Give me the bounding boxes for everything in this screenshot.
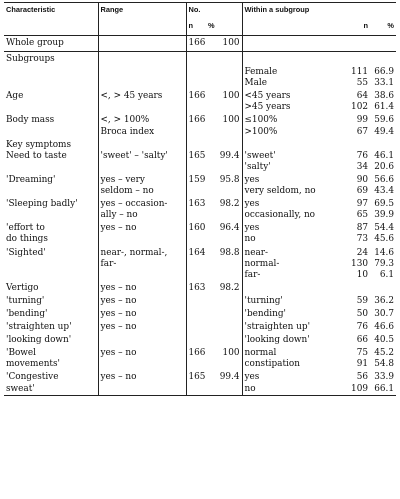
- percent-cell: 100: [222, 115, 240, 126]
- subgroup-label-cell: yes: [242, 221, 346, 234]
- subgroup-n-cell: 66: [356, 335, 368, 346]
- percent-cell: [206, 127, 242, 138]
- percent-cell: [206, 162, 242, 173]
- characteristic-cell: [4, 102, 98, 113]
- range-cell: [98, 359, 186, 370]
- header-sub-pct-label: %: [387, 21, 394, 30]
- subgroup-pct-cell: 66.9: [374, 67, 394, 78]
- range-cell: yes – no: [98, 307, 186, 320]
- header-no-top: No.: [188, 5, 201, 14]
- percent-cell: [206, 320, 242, 333]
- percent-cell: [206, 259, 242, 270]
- percent-cell: 100: [222, 91, 240, 102]
- characteristic-cell: 'straighten up': [6, 322, 72, 333]
- range-cell: [98, 384, 186, 396]
- subgroup-pct-cell: 46.1: [374, 150, 394, 161]
- subgroup-pct-cell: 56.6: [374, 174, 394, 185]
- range-cell: [98, 270, 186, 281]
- range-cell: yes – no: [98, 221, 186, 234]
- subgroup-label-cell: normal-: [242, 259, 346, 270]
- table-header: [4, 3, 396, 36]
- header-sub-pct: [370, 3, 396, 36]
- subgroup-label-cell: yes: [242, 370, 346, 383]
- percent-cell: 100: [222, 348, 240, 359]
- count-cell: [186, 186, 206, 197]
- subgroup-label-cell: [242, 138, 346, 151]
- characteristic-cell: 'Sighted': [6, 247, 46, 258]
- subgroup-label-cell: Male: [242, 78, 346, 89]
- count-cell: [186, 78, 206, 89]
- percent-cell: [206, 333, 242, 346]
- count-cell: [186, 65, 206, 78]
- subgroup-n-cell: 34: [356, 161, 368, 172]
- subgroup-n-cell: 64: [356, 91, 368, 102]
- subgroup-pct-cell: 59.6: [374, 115, 394, 126]
- whole-group-label: Whole group: [6, 38, 64, 48]
- subgroup-n-cell: 76: [356, 150, 368, 161]
- table-row: [4, 270, 396, 281]
- percent-cell: [206, 307, 242, 320]
- characteristic-cell: [4, 186, 98, 197]
- subgroup-pct-cell: 33.1: [374, 78, 394, 89]
- percent-cell: [206, 234, 242, 245]
- subgroup-label-cell: >100%: [242, 127, 346, 138]
- subgroup-label-cell: no: [242, 384, 346, 396]
- table-row: [4, 346, 396, 359]
- subgroup-n-cell: [346, 281, 370, 294]
- characteristic-cell: 'Dreaming': [6, 174, 56, 185]
- subgroup-n-cell: 97: [356, 199, 368, 210]
- range-cell: [98, 102, 186, 113]
- subgroups-row: [4, 52, 396, 66]
- count-cell: [186, 333, 206, 346]
- range-cell: yes – no: [98, 370, 186, 383]
- whole-group-row: [4, 36, 396, 52]
- subgroup-label-cell: occasionally, no: [242, 210, 346, 221]
- characteristic-cell: Vertigo: [6, 282, 39, 293]
- subgroup-n-cell: 87: [356, 223, 368, 234]
- subgroup-n-cell: 73: [356, 234, 368, 245]
- subgroup-pct-cell: 79.3: [374, 258, 394, 269]
- table-row: [4, 259, 396, 270]
- table-row: [4, 221, 396, 234]
- subgroup-label-cell: 'looking down': [242, 333, 346, 346]
- subgroup-n-cell: 59: [356, 295, 368, 306]
- percent-cell: 98.8: [219, 247, 240, 258]
- subgroup-label-cell: normal: [242, 346, 346, 359]
- count-cell: [186, 294, 206, 307]
- percent-cell: [206, 102, 242, 113]
- subgroup-n-cell: 75: [356, 348, 368, 359]
- subgroup-pct-cell: 54.8: [374, 359, 394, 370]
- subgroup-n-cell: [346, 138, 370, 151]
- subgroup-pct-cell: 33.9: [374, 372, 394, 383]
- range-cell: [98, 333, 186, 346]
- subgroup-label-cell: yes: [242, 197, 346, 210]
- table-row: [4, 294, 396, 307]
- percent-cell: [206, 186, 242, 197]
- document-page: [4, 2, 396, 496]
- table-row: [4, 333, 396, 346]
- count-cell: [186, 384, 206, 396]
- percent-cell: [206, 210, 242, 221]
- characteristic-cell: [4, 65, 98, 78]
- subgroup-pct-cell: 14.6: [374, 247, 394, 258]
- header-pct-label: %: [208, 21, 215, 30]
- percent-cell: 99.4: [219, 150, 240, 161]
- count-cell: [186, 270, 206, 281]
- subgroup-label-cell: 'bending': [242, 307, 346, 320]
- table-row: [4, 370, 396, 383]
- subgroup-pct-cell: 20.6: [374, 161, 394, 172]
- subgroup-label-cell: [242, 281, 346, 294]
- characteristic-cell: Need to taste: [6, 150, 67, 161]
- table-row: [4, 162, 396, 173]
- subgroup-n-cell: 102: [351, 102, 368, 113]
- subgroup-label-cell: 'straighten up': [242, 320, 346, 333]
- subgroup-n-cell: 111: [351, 67, 368, 78]
- table-row: [4, 246, 396, 259]
- subgroup-n-cell: 99: [356, 115, 368, 126]
- table-row: [4, 307, 396, 320]
- range-cell: yes – occasion-: [98, 197, 186, 210]
- range-cell: [98, 234, 186, 245]
- count-cell: [186, 234, 206, 245]
- range-cell: yes – no: [98, 320, 186, 333]
- table-row: [4, 138, 396, 151]
- count-cell: [186, 102, 206, 113]
- table-row: [4, 234, 396, 245]
- table-row: [4, 65, 396, 78]
- subgroup-n-cell: 65: [356, 210, 368, 221]
- subgroup-pct-cell: [370, 281, 396, 294]
- characteristic-cell: 'effort to: [6, 223, 45, 234]
- table-row: [4, 320, 396, 333]
- count-cell: [186, 210, 206, 221]
- count-cell: 165: [186, 151, 206, 162]
- subgroup-n-cell: 56: [356, 372, 368, 383]
- characteristic-cell: 'Sleeping badly': [6, 199, 78, 210]
- table-row: [4, 102, 396, 113]
- characteristic-cell: 'bending': [6, 308, 48, 319]
- characteristic-cell: Body mass: [6, 115, 55, 126]
- characteristic-cell: [4, 210, 98, 221]
- subgroup-pct-cell: 43.4: [374, 186, 394, 197]
- subgroup-n-cell: 67: [356, 126, 368, 137]
- table-row: [4, 197, 396, 210]
- count-cell: [186, 359, 206, 370]
- characteristic-cell: movements': [6, 359, 60, 370]
- percent-cell: [206, 359, 242, 370]
- range-cell: near-, normal-,: [98, 246, 186, 259]
- range-cell: yes – no: [98, 294, 186, 307]
- count-cell: [186, 307, 206, 320]
- percent-cell: 99.4: [219, 372, 240, 383]
- percent-cell: 98.2: [219, 199, 240, 210]
- subgroup-n-cell: 50: [356, 308, 368, 319]
- percent-cell: [206, 294, 242, 307]
- count-cell: 164: [186, 246, 206, 259]
- subgroup-label-cell: constipation: [242, 359, 346, 370]
- characteristic-cell: sweat': [6, 383, 35, 394]
- count-cell: 166: [186, 113, 206, 126]
- subgroup-label-cell: very seldom, no: [242, 186, 346, 197]
- subgroup-label-cell: ≤100%: [242, 113, 346, 126]
- count-cell: 159: [186, 173, 206, 186]
- percent-cell: [206, 270, 242, 281]
- subgroup-n-cell: 24: [356, 247, 368, 258]
- subgroup-label-cell: >45 years: [242, 102, 346, 113]
- subgroup-label-cell: 'sweet': [242, 151, 346, 162]
- table-row: [4, 151, 396, 162]
- subgroup-pct-cell: 38.6: [374, 91, 394, 102]
- subgroup-n-cell: 109: [351, 383, 368, 394]
- table-row: [4, 127, 396, 138]
- header-no-n: n: [188, 21, 194, 30]
- subgroup-pct-cell: 40.5: [374, 335, 394, 346]
- range-cell: ally – no: [98, 210, 186, 221]
- count-cell: 166: [186, 89, 206, 102]
- subgroup-pct-cell: 61.4: [374, 102, 394, 113]
- table-row: [4, 113, 396, 126]
- count-cell: [186, 259, 206, 270]
- subgroup-label-cell: <45 years: [242, 89, 346, 102]
- table-row: [4, 210, 396, 221]
- range-cell: <, > 45 years: [98, 89, 186, 102]
- characteristic-cell: 'Bowel: [6, 348, 36, 359]
- range-cell: Broca index: [98, 127, 186, 138]
- subgroup-n-cell: 130: [351, 258, 368, 269]
- characteristic-cell: 'Congestive: [6, 372, 59, 383]
- subgroup-pct-cell: 36.2: [374, 295, 394, 306]
- range-cell: seldom – no: [98, 186, 186, 197]
- subgroup-n-cell: 91: [356, 359, 368, 370]
- subgroup-n-cell: 10: [356, 269, 368, 280]
- subgroup-pct-cell: 66.1: [374, 383, 394, 394]
- table-row: [4, 186, 396, 197]
- characteristic-cell: [4, 127, 98, 138]
- table-row: [4, 384, 396, 396]
- count-cell: 163: [186, 281, 206, 294]
- characteristic-cell: [4, 162, 98, 173]
- subgroup-label-cell: yes: [242, 173, 346, 186]
- subgroup-label-cell: near-: [242, 246, 346, 259]
- characteristic-cell: [4, 270, 98, 281]
- table-row: [4, 173, 396, 186]
- subgroup-pct-cell: 30.7: [374, 308, 394, 319]
- subgroup-n-cell: 69: [356, 186, 368, 197]
- characteristic-cell: do things: [6, 234, 48, 245]
- characteristic-cell: Age: [6, 91, 24, 102]
- subgroup-pct-cell: 45.6: [374, 234, 394, 245]
- subgroup-n-cell: 90: [356, 174, 368, 185]
- header-sub-n: [346, 3, 370, 36]
- percent-cell: 98.2: [219, 282, 240, 293]
- range-cell: <, > 100%: [98, 113, 186, 126]
- subgroup-pct-cell: 54.4: [374, 223, 394, 234]
- range-cell: [98, 78, 186, 89]
- range-cell: yes – very: [98, 173, 186, 186]
- characteristics-table: [4, 2, 396, 396]
- subgroup-label-cell: Female: [242, 65, 346, 78]
- count-cell: 165: [186, 370, 206, 383]
- percent-cell: [206, 65, 242, 78]
- whole-group-pct: 100: [222, 38, 240, 48]
- subgroups-label: Subgroups: [6, 54, 55, 64]
- range-cell: [98, 138, 186, 151]
- table-row: [4, 89, 396, 102]
- range-cell: [98, 65, 186, 78]
- percent-cell: [206, 138, 242, 151]
- whole-group-n: 166: [186, 36, 206, 52]
- count-cell: [186, 138, 206, 151]
- header-no: [186, 3, 206, 36]
- table-row: [4, 281, 396, 294]
- subgroup-label-cell: far-: [242, 270, 346, 281]
- header-range: Range: [98, 3, 186, 36]
- characteristic-cell: [4, 78, 98, 89]
- percent-cell: 95.8: [219, 174, 240, 185]
- count-cell: 166: [186, 346, 206, 359]
- characteristic-cell: Key symptoms: [6, 139, 72, 150]
- subgroup-n-cell: 76: [356, 322, 368, 333]
- range-cell: yes – no: [98, 346, 186, 359]
- count-cell: 160: [186, 221, 206, 234]
- count-cell: [186, 320, 206, 333]
- subgroup-label-cell: no: [242, 234, 346, 245]
- subgroup-pct-cell: 45.2: [374, 348, 394, 359]
- header-subgroup: Within a subgroup: [242, 3, 346, 36]
- range-cell: yes – no: [98, 281, 186, 294]
- subgroup-label-cell: 'turning': [242, 294, 346, 307]
- subgroup-pct-cell: 69.5: [374, 199, 394, 210]
- characteristic-cell: [4, 259, 98, 270]
- subgroup-pct-cell: 46.6: [374, 322, 394, 333]
- table-row: [4, 359, 396, 370]
- range-cell: far-: [98, 259, 186, 270]
- percent-cell: [206, 384, 242, 396]
- subgroup-label-cell: 'salty': [242, 162, 346, 173]
- percent-cell: [206, 78, 242, 89]
- table-body: [4, 52, 396, 396]
- range-cell: 'sweet' – 'salty': [98, 151, 186, 162]
- subgroup-pct-cell: [370, 138, 396, 151]
- subgroup-pct-cell: 39.9: [374, 210, 394, 221]
- subgroup-pct-cell: 6.1: [379, 269, 394, 280]
- header-sub-n-label: n: [363, 21, 368, 30]
- characteristic-cell: 'turning': [6, 295, 45, 306]
- characteristic-cell: 'looking down': [6, 335, 72, 346]
- header-pct: [206, 3, 242, 36]
- count-cell: [186, 162, 206, 173]
- count-cell: [186, 127, 206, 138]
- percent-cell: 96.4: [219, 223, 240, 234]
- range-cell: [98, 162, 186, 173]
- header-characteristic: Characteristic: [6, 5, 56, 14]
- subgroup-n-cell: 55: [356, 78, 368, 89]
- count-cell: 163: [186, 197, 206, 210]
- table-row: [4, 78, 396, 89]
- subgroup-pct-cell: 49.4: [374, 126, 394, 137]
